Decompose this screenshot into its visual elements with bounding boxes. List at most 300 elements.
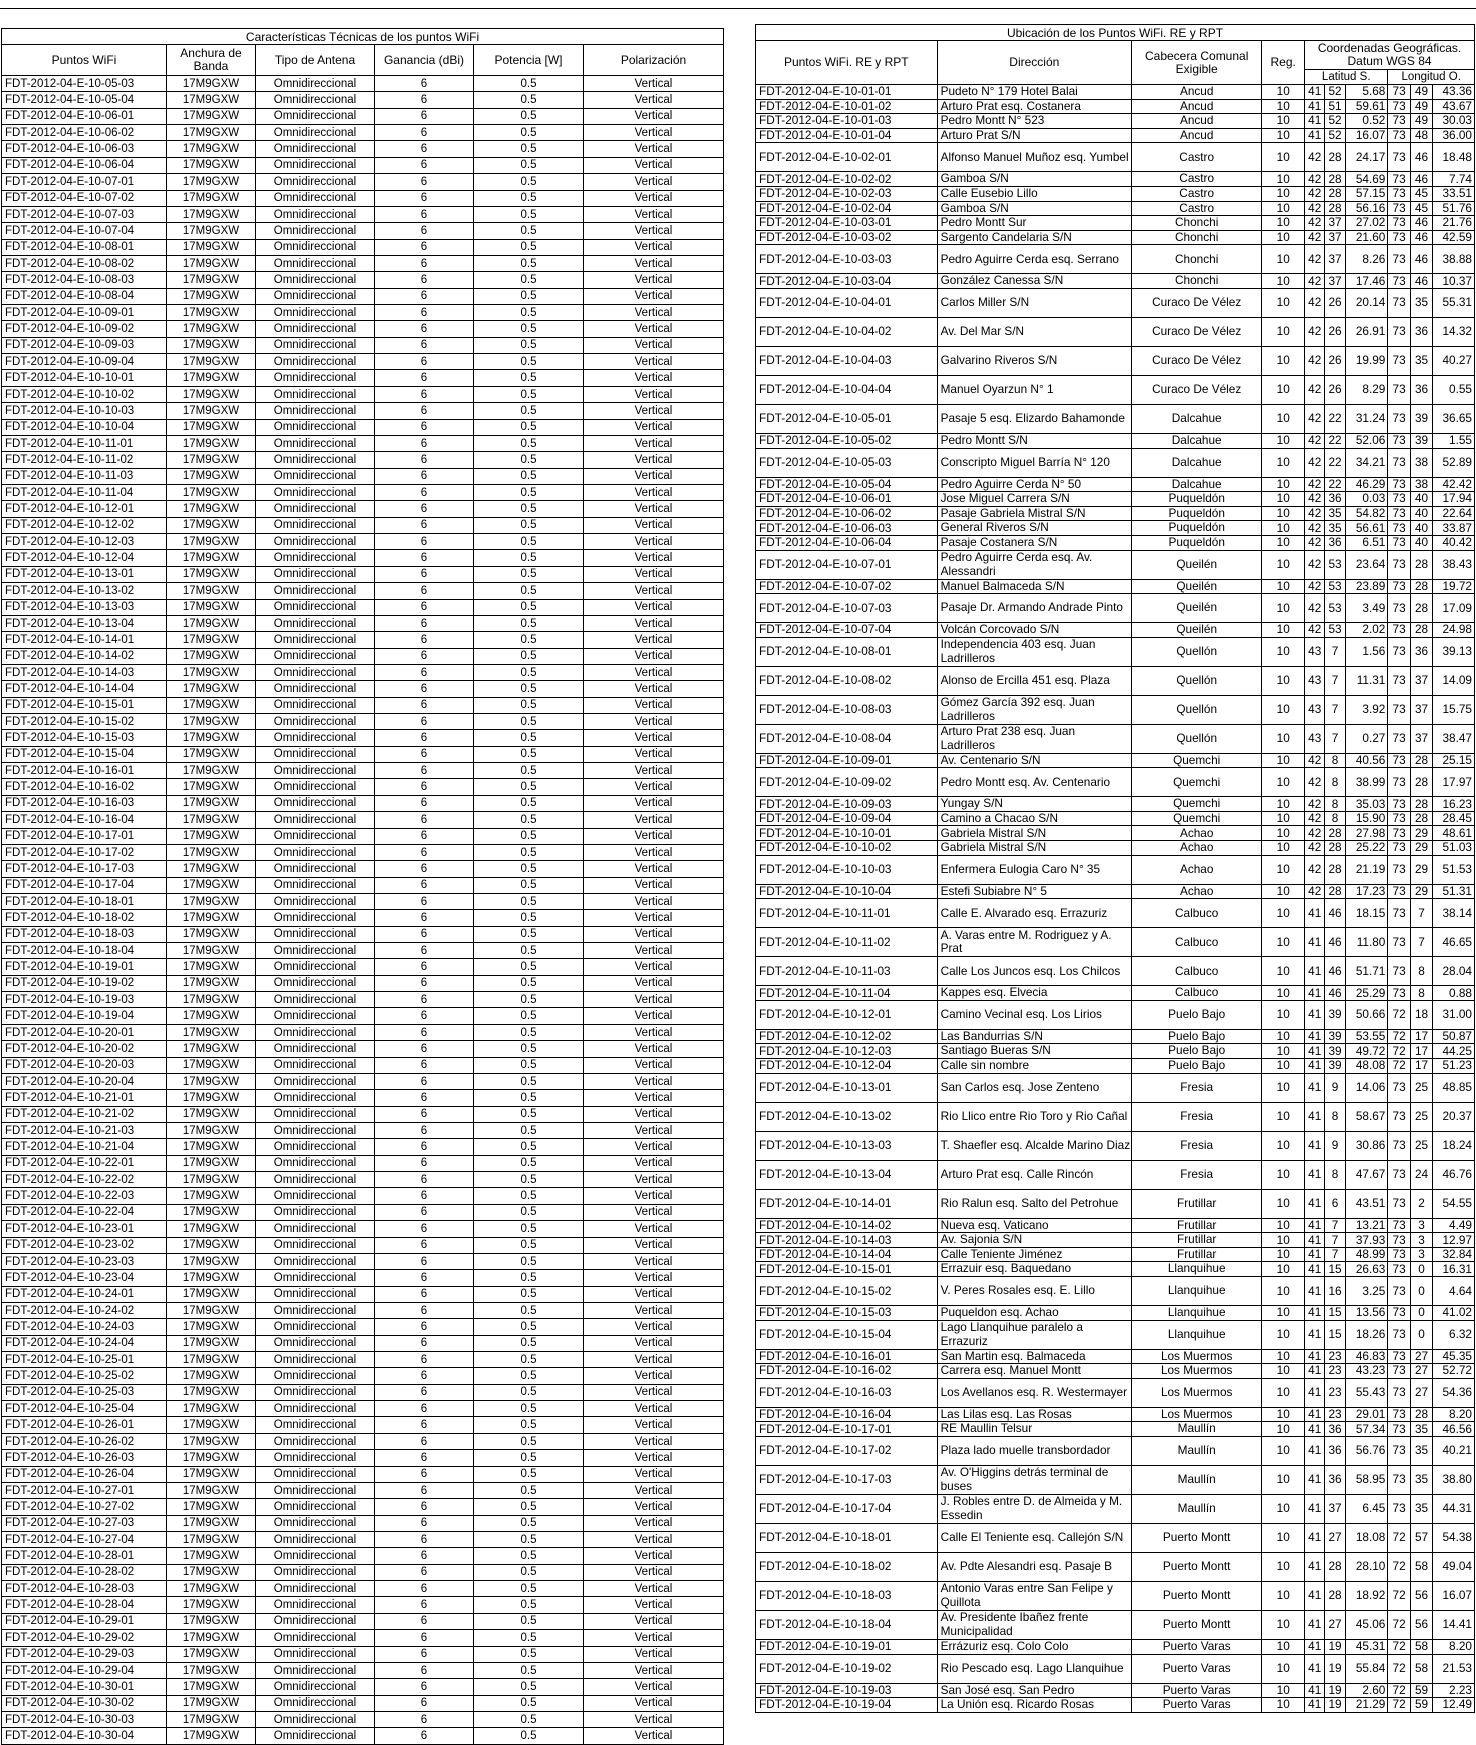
- region-cell: 10: [1262, 855, 1305, 884]
- region-cell: 10: [1262, 230, 1305, 245]
- address-cell: Jose Miguel Carrera S/N: [937, 492, 1131, 507]
- address-cell: Pasaje Costanera S/N: [937, 535, 1131, 550]
- antenna-type-cell: Omnidireccional: [256, 1401, 375, 1417]
- lon-deg-cell: 73: [1388, 594, 1410, 623]
- gain-cell: 6: [375, 76, 474, 92]
- lat-sec-cell: 18.15: [1345, 899, 1388, 928]
- lon-min-cell: 25: [1410, 1131, 1432, 1160]
- lat-min-cell: 26: [1325, 375, 1345, 404]
- point-id-cell: FDT-2012-04-E-10-27-01: [2, 1482, 167, 1498]
- lat-min-cell: 37: [1325, 274, 1345, 289]
- polarization-cell: Vertical: [584, 386, 724, 402]
- lat-deg-cell: 42: [1305, 477, 1325, 492]
- antenna-type-cell: Omnidireccional: [256, 1613, 375, 1629]
- polarization-cell: Vertical: [584, 599, 724, 615]
- table-row: [2, 1630, 724, 1646]
- lat-sec-cell: 30.86: [1345, 1131, 1388, 1160]
- lon-sec-cell: 8.20: [1433, 1407, 1475, 1422]
- commune-cell: Llanquihue: [1132, 1320, 1262, 1349]
- address-cell: Calle sin nombre: [937, 1059, 1131, 1074]
- power-cell: 0.5: [474, 943, 584, 959]
- address-cell: Yungay S/N: [937, 797, 1131, 812]
- polarization-cell: Vertical: [584, 910, 724, 926]
- lat-deg-cell: 41: [1305, 1044, 1325, 1059]
- lat-deg-cell: 42: [1305, 492, 1325, 507]
- table-row: [2, 1057, 724, 1073]
- power-cell: 0.5: [474, 1172, 584, 1188]
- point-id-cell: FDT-2012-04-E-10-29-03: [2, 1646, 167, 1662]
- antenna-type-cell: Omnidireccional: [256, 664, 375, 680]
- power-cell: 0.5: [474, 1482, 584, 1498]
- point-id-cell: FDT-2012-04-E-10-05-03: [2, 76, 167, 92]
- lon-sec-cell: 46.65: [1433, 928, 1475, 957]
- point-id-cell: FDT-2012-04-E-10-07-01: [2, 174, 167, 190]
- antenna-type-cell: Omnidireccional: [256, 1368, 375, 1384]
- lat-deg-cell: 41: [1305, 1320, 1325, 1349]
- address-cell: Av. O'Higgins detrás terminal de buses: [937, 1465, 1131, 1494]
- table-row: [2, 370, 724, 386]
- lon-deg-cell: 73: [1388, 666, 1410, 695]
- bandwidth-cell: 17M9GXW: [167, 844, 256, 860]
- lat-min-cell: 39: [1325, 1000, 1345, 1029]
- point-id-cell: FDT-2012-04-E-10-12-02: [2, 517, 167, 533]
- bandwidth-cell: 17M9GXW: [167, 926, 256, 942]
- table-row: [2, 599, 724, 615]
- gain-cell: 6: [375, 1319, 474, 1335]
- region-cell: 10: [1262, 1654, 1305, 1683]
- lat-min-cell: 28: [1325, 855, 1345, 884]
- power-cell: 0.5: [474, 550, 584, 566]
- power-cell: 0.5: [474, 1728, 584, 1744]
- power-cell: 0.5: [474, 893, 584, 909]
- region-cell: 10: [1262, 1436, 1305, 1465]
- lat-min-cell: 23: [1325, 1364, 1345, 1379]
- commune-cell: Puelo Bajo: [1132, 1044, 1262, 1059]
- address-cell: San Martin esq. Balmaceda: [937, 1349, 1131, 1364]
- antenna-type-cell: Omnidireccional: [256, 877, 375, 893]
- lon-deg-cell: 73: [1388, 1320, 1410, 1349]
- point-id-cell: FDT-2012-04-E-10-13-04: [2, 615, 167, 631]
- antenna-type-cell: Omnidireccional: [256, 1073, 375, 1089]
- table-row: [756, 753, 1475, 768]
- address-cell: Alonso de Ercilla 451 esq. Plaza: [937, 666, 1131, 695]
- power-cell: 0.5: [474, 206, 584, 222]
- bandwidth-cell: 17M9GXW: [167, 321, 256, 337]
- commune-cell: Frutillar: [1132, 1233, 1262, 1248]
- antenna-type-cell: Omnidireccional: [256, 861, 375, 877]
- lon-min-cell: 38: [1410, 448, 1432, 477]
- point-id-cell: FDT-2012-04-E-10-05-01: [756, 404, 938, 433]
- commune-cell: Puerto Montt: [1132, 1581, 1262, 1610]
- region-cell: 10: [1262, 1044, 1305, 1059]
- lat-min-cell: 7: [1325, 724, 1345, 753]
- bandwidth-cell: 17M9GXW: [167, 812, 256, 828]
- point-id-cell: FDT-2012-04-E-10-26-04: [2, 1466, 167, 1482]
- polarization-cell: Vertical: [584, 174, 724, 190]
- region-cell: 10: [1262, 1247, 1305, 1262]
- lat-min-cell: 53: [1325, 550, 1345, 579]
- lat-sec-cell: 21.19: [1345, 855, 1388, 884]
- polarization-cell: Vertical: [584, 1597, 724, 1613]
- lon-deg-cell: 73: [1388, 492, 1410, 507]
- point-id-cell: FDT-2012-04-E-10-04-04: [756, 375, 938, 404]
- bandwidth-cell: 17M9GXW: [167, 534, 256, 550]
- lat-sec-cell: 51.71: [1345, 957, 1388, 986]
- lat-sec-cell: 48.08: [1345, 1059, 1388, 1074]
- table-row: [2, 468, 724, 484]
- region-cell: 10: [1262, 957, 1305, 986]
- gain-cell: 6: [375, 599, 474, 615]
- point-id-cell: FDT-2012-04-E-10-17-01: [756, 1422, 938, 1437]
- lat-deg-cell: 43: [1305, 695, 1325, 724]
- point-id-cell: FDT-2012-04-E-10-04-03: [756, 346, 938, 375]
- table-row: [756, 1683, 1475, 1698]
- table-row: [2, 1597, 724, 1613]
- commune-cell: Fresia: [1132, 1131, 1262, 1160]
- address-cell: Arturo Prat S/N: [937, 128, 1131, 143]
- table-row: [756, 1044, 1475, 1059]
- power-cell: 0.5: [474, 926, 584, 942]
- commune-cell: Los Muermos: [1132, 1349, 1262, 1364]
- lon-min-cell: 59: [1410, 1698, 1432, 1713]
- lat-sec-cell: 20.14: [1345, 288, 1388, 317]
- lat-min-cell: 27: [1325, 1610, 1345, 1639]
- lat-min-cell: 28: [1325, 172, 1345, 187]
- lat-deg-cell: 41: [1305, 1277, 1325, 1306]
- power-cell: 0.5: [474, 1335, 584, 1351]
- lon-min-cell: 49: [1410, 99, 1432, 114]
- bandwidth-cell: 17M9GXW: [167, 1531, 256, 1547]
- gain-cell: 6: [375, 92, 474, 108]
- table-row: [756, 1160, 1475, 1189]
- lat-sec-cell: 18.26: [1345, 1320, 1388, 1349]
- lon-min-cell: 46: [1410, 216, 1432, 231]
- gain-cell: 6: [375, 779, 474, 795]
- point-id-cell: FDT-2012-04-E-10-12-01: [2, 501, 167, 517]
- lat-sec-cell: 0.27: [1345, 724, 1388, 753]
- lat-deg-cell: 41: [1305, 1552, 1325, 1581]
- bandwidth-cell: 17M9GXW: [167, 1564, 256, 1580]
- lat-sec-cell: 50.66: [1345, 1000, 1388, 1029]
- lat-min-cell: 46: [1325, 957, 1345, 986]
- point-id-cell: FDT-2012-04-E-10-18-01: [756, 1523, 938, 1552]
- lon-deg-cell: 73: [1388, 1262, 1410, 1277]
- antenna-type-cell: Omnidireccional: [256, 1057, 375, 1073]
- lon-sec-cell: 28.04: [1433, 957, 1475, 986]
- polarization-cell: Vertical: [584, 403, 724, 419]
- power-cell: 0.5: [474, 108, 584, 124]
- table-row: [2, 1433, 724, 1449]
- lat-sec-cell: 27.98: [1345, 826, 1388, 841]
- gain-cell: 6: [375, 1662, 474, 1678]
- lon-deg-cell: 73: [1388, 753, 1410, 768]
- polarization-cell: Vertical: [584, 501, 724, 517]
- power-cell: 0.5: [474, 354, 584, 370]
- lat-min-cell: 35: [1325, 521, 1345, 536]
- table-row: [756, 1189, 1475, 1218]
- bandwidth-cell: 17M9GXW: [167, 566, 256, 582]
- lon-sec-cell: 38.80: [1433, 1465, 1475, 1494]
- lon-sec-cell: 54.36: [1433, 1378, 1475, 1407]
- lon-min-cell: 29: [1410, 841, 1432, 856]
- point-id-cell: FDT-2012-04-E-10-13-03: [756, 1131, 938, 1160]
- region-cell: 10: [1262, 99, 1305, 114]
- point-id-cell: FDT-2012-04-E-10-30-04: [2, 1728, 167, 1744]
- gain-cell: 6: [375, 1090, 474, 1106]
- lat-deg-cell: 43: [1305, 666, 1325, 695]
- lon-min-cell: 0: [1410, 1320, 1432, 1349]
- polarization-cell: Vertical: [584, 779, 724, 795]
- commune-cell: Puerto Montt: [1132, 1523, 1262, 1552]
- point-id-cell: FDT-2012-04-E-10-30-02: [2, 1695, 167, 1711]
- region-cell: 10: [1262, 1306, 1305, 1321]
- lon-min-cell: 46: [1410, 245, 1432, 274]
- polarization-cell: Vertical: [584, 959, 724, 975]
- antenna-type-cell: Omnidireccional: [256, 1531, 375, 1547]
- gain-cell: 6: [375, 452, 474, 468]
- point-id-cell: FDT-2012-04-E-10-06-01: [756, 492, 938, 507]
- power-cell: 0.5: [474, 1368, 584, 1384]
- commune-cell: Curaco De Vélez: [1132, 346, 1262, 375]
- table-row: [756, 172, 1475, 187]
- point-id-cell: FDT-2012-04-E-10-10-04: [756, 884, 938, 899]
- bandwidth-cell: 17M9GXW: [167, 1679, 256, 1695]
- lat-deg-cell: 41: [1305, 1160, 1325, 1189]
- power-cell: 0.5: [474, 1679, 584, 1695]
- lon-sec-cell: 46.56: [1433, 1422, 1475, 1437]
- table-row: [2, 403, 724, 419]
- polarization-cell: Vertical: [584, 76, 724, 92]
- lat-sec-cell: 56.61: [1345, 521, 1388, 536]
- power-cell: 0.5: [474, 1286, 584, 1302]
- antenna-type-cell: Omnidireccional: [256, 1024, 375, 1040]
- lat-sec-cell: 0.03: [1345, 492, 1388, 507]
- bandwidth-cell: 17M9GXW: [167, 828, 256, 844]
- commune-cell: Puerto Varas: [1132, 1639, 1262, 1654]
- lat-deg-cell: 42: [1305, 448, 1325, 477]
- table-row: [2, 632, 724, 648]
- commune-cell: Quellón: [1132, 695, 1262, 724]
- gain-cell: 6: [375, 1417, 474, 1433]
- lon-sec-cell: 40.27: [1433, 346, 1475, 375]
- lon-sec-cell: 52.89: [1433, 448, 1475, 477]
- lat-deg-cell: 41: [1305, 1639, 1325, 1654]
- lat-deg-cell: 41: [1305, 899, 1325, 928]
- polarization-cell: Vertical: [584, 1695, 724, 1711]
- lon-sec-cell: 43.67: [1433, 99, 1475, 114]
- commune-cell: Llanquihue: [1132, 1306, 1262, 1321]
- region-cell: 10: [1262, 1073, 1305, 1102]
- commune-cell: Frutillar: [1132, 1189, 1262, 1218]
- antenna-type-cell: Omnidireccional: [256, 1581, 375, 1597]
- point-id-cell: FDT-2012-04-E-10-11-01: [2, 435, 167, 451]
- gain-cell: 6: [375, 910, 474, 926]
- address-cell: Manuel Balmaceda S/N: [937, 579, 1131, 594]
- table-row: [2, 1728, 724, 1744]
- commune-cell: Los Muermos: [1132, 1407, 1262, 1422]
- address-cell: González Canessa S/N: [937, 274, 1131, 289]
- bandwidth-cell: 17M9GXW: [167, 664, 256, 680]
- region-cell: 10: [1262, 288, 1305, 317]
- lat-deg-cell: 42: [1305, 841, 1325, 856]
- power-cell: 0.5: [474, 1662, 584, 1678]
- point-id-cell: FDT-2012-04-E-10-01-04: [756, 128, 938, 143]
- lon-deg-cell: 73: [1388, 986, 1410, 1001]
- bandwidth-cell: 17M9GXW: [167, 910, 256, 926]
- lon-deg-cell: 72: [1388, 1029, 1410, 1044]
- lat-deg-cell: 41: [1305, 1262, 1325, 1277]
- lat-deg-cell: 41: [1305, 1407, 1325, 1422]
- lon-sec-cell: 4.64: [1433, 1277, 1475, 1306]
- table-row: [756, 128, 1475, 143]
- address-cell: Lago Llanquihue paralelo a Errazuriz: [937, 1320, 1131, 1349]
- region-cell: 10: [1262, 1422, 1305, 1437]
- power-cell: 0.5: [474, 779, 584, 795]
- antenna-type-cell: Omnidireccional: [256, 779, 375, 795]
- antenna-type-cell: Omnidireccional: [256, 844, 375, 860]
- polarization-cell: Vertical: [584, 1662, 724, 1678]
- power-cell: 0.5: [474, 386, 584, 402]
- polarization-cell: Vertical: [584, 1450, 724, 1466]
- lon-min-cell: 45: [1410, 201, 1432, 216]
- gain-cell: 6: [375, 943, 474, 959]
- gain-cell: 6: [375, 1368, 474, 1384]
- commune-cell: Maullín: [1132, 1465, 1262, 1494]
- antenna-type-cell: Omnidireccional: [256, 337, 375, 353]
- region-cell: 10: [1262, 1639, 1305, 1654]
- lat-sec-cell: 58.67: [1345, 1102, 1388, 1131]
- lat-sec-cell: 2.60: [1345, 1683, 1388, 1698]
- table-row: [756, 1465, 1475, 1494]
- lon-sec-cell: 36.00: [1433, 128, 1475, 143]
- point-id-cell: FDT-2012-04-E-10-29-04: [2, 1662, 167, 1678]
- point-id-cell: FDT-2012-04-E-10-28-01: [2, 1548, 167, 1564]
- point-id-cell: FDT-2012-04-E-10-27-03: [2, 1515, 167, 1531]
- bandwidth-cell: 17M9GXW: [167, 1581, 256, 1597]
- lat-min-cell: 28: [1325, 826, 1345, 841]
- point-id-cell: FDT-2012-04-E-10-19-01: [756, 1639, 938, 1654]
- point-id-cell: FDT-2012-04-E-10-16-03: [756, 1378, 938, 1407]
- bandwidth-cell: 17M9GXW: [167, 1695, 256, 1711]
- table-row: [2, 141, 724, 157]
- bandwidth-cell: 17M9GXW: [167, 190, 256, 206]
- table-row: [2, 1286, 724, 1302]
- lat-min-cell: 46: [1325, 899, 1345, 928]
- lat-sec-cell: 59.61: [1345, 99, 1388, 114]
- antenna-type-cell: Omnidireccional: [256, 92, 375, 108]
- lon-sec-cell: 40.21: [1433, 1436, 1475, 1465]
- lat-min-cell: 39: [1325, 1044, 1345, 1059]
- lat-deg-cell: 42: [1305, 550, 1325, 579]
- lat-min-cell: 15: [1325, 1320, 1345, 1349]
- table-row: [756, 288, 1475, 317]
- point-id-cell: FDT-2012-04-E-10-13-01: [2, 566, 167, 582]
- point-id-cell: FDT-2012-04-E-10-07-03: [756, 594, 938, 623]
- lat-deg-cell: 42: [1305, 811, 1325, 826]
- power-cell: 0.5: [474, 1548, 584, 1564]
- lon-deg-cell: 73: [1388, 855, 1410, 884]
- lon-min-cell: 28: [1410, 768, 1432, 797]
- address-cell: Rio Pescado esq. Lago Llanquihue: [937, 1654, 1131, 1683]
- lat-deg-cell: 43: [1305, 724, 1325, 753]
- commune-cell: Puerto Varas: [1132, 1683, 1262, 1698]
- point-id-cell: FDT-2012-04-E-10-13-03: [2, 599, 167, 615]
- point-id-cell: FDT-2012-04-E-10-18-03: [756, 1581, 938, 1610]
- table-row: [756, 1422, 1475, 1437]
- lon-sec-cell: 38.43: [1433, 550, 1475, 579]
- col-header-point: Puntos WiFi: [2, 45, 167, 76]
- lon-min-cell: 17: [1410, 1029, 1432, 1044]
- address-cell: Calle Los Juncos esq. Los Chilcos: [937, 957, 1131, 986]
- table-row: [756, 637, 1475, 666]
- table-row: [2, 419, 724, 435]
- point-id-cell: FDT-2012-04-E-10-17-02: [756, 1436, 938, 1465]
- point-id-cell: FDT-2012-04-E-10-17-04: [2, 877, 167, 893]
- power-cell: 0.5: [474, 1450, 584, 1466]
- gain-cell: 6: [375, 1548, 474, 1564]
- bandwidth-cell: 17M9GXW: [167, 255, 256, 271]
- point-id-cell: FDT-2012-04-E-10-27-02: [2, 1499, 167, 1515]
- table-row: [2, 730, 724, 746]
- lat-deg-cell: 41: [1305, 1247, 1325, 1262]
- antenna-type-cell: Omnidireccional: [256, 141, 375, 157]
- table-row: [756, 1262, 1475, 1277]
- lon-sec-cell: 44.25: [1433, 1044, 1475, 1059]
- bandwidth-cell: 17M9GXW: [167, 1597, 256, 1613]
- antenna-type-cell: Omnidireccional: [256, 239, 375, 255]
- antenna-type-cell: Omnidireccional: [256, 354, 375, 370]
- point-id-cell: FDT-2012-04-E-10-07-04: [2, 223, 167, 239]
- table-row: [2, 1090, 724, 1106]
- table-row: [2, 1450, 724, 1466]
- bandwidth-cell: 17M9GXW: [167, 76, 256, 92]
- power-cell: 0.5: [474, 1237, 584, 1253]
- point-id-cell: FDT-2012-04-E-10-14-02: [2, 648, 167, 664]
- antenna-type-cell: Omnidireccional: [256, 1155, 375, 1171]
- lon-sec-cell: 33.51: [1433, 186, 1475, 201]
- bandwidth-cell: 17M9GXW: [167, 1499, 256, 1515]
- commune-cell: Maullín: [1132, 1494, 1262, 1523]
- address-cell: Kappes esq. Elvecia: [937, 986, 1131, 1001]
- commune-cell: Curaco De Vélez: [1132, 375, 1262, 404]
- bandwidth-cell: 17M9GXW: [167, 648, 256, 664]
- table-row: [2, 861, 724, 877]
- commune-cell: Castro: [1132, 172, 1262, 187]
- region-cell: 10: [1262, 1683, 1305, 1698]
- bandwidth-cell: 17M9GXW: [167, 697, 256, 713]
- bandwidth-cell: 17M9GXW: [167, 746, 256, 762]
- region-cell: 10: [1262, 1160, 1305, 1189]
- power-cell: 0.5: [474, 272, 584, 288]
- bandwidth-cell: 17M9GXW: [167, 1155, 256, 1171]
- lat-sec-cell: 13.21: [1345, 1218, 1388, 1233]
- gain-cell: 6: [375, 566, 474, 582]
- power-cell: 0.5: [474, 1613, 584, 1629]
- lat-sec-cell: 29.01: [1345, 1407, 1388, 1422]
- lat-deg-cell: 41: [1305, 128, 1325, 143]
- lat-min-cell: 7: [1325, 1218, 1345, 1233]
- power-cell: 0.5: [474, 1155, 584, 1171]
- bandwidth-cell: 17M9GXW: [167, 1123, 256, 1139]
- lat-min-cell: 28: [1325, 1581, 1345, 1610]
- power-cell: 0.5: [474, 828, 584, 844]
- table-row: [756, 811, 1475, 826]
- bandwidth-cell: 17M9GXW: [167, 583, 256, 599]
- address-cell: Pedro Aguirre Cerda N° 50: [937, 477, 1131, 492]
- gain-cell: 6: [375, 550, 474, 566]
- lat-sec-cell: 17.23: [1345, 884, 1388, 899]
- point-id-cell: FDT-2012-04-E-10-30-03: [2, 1711, 167, 1727]
